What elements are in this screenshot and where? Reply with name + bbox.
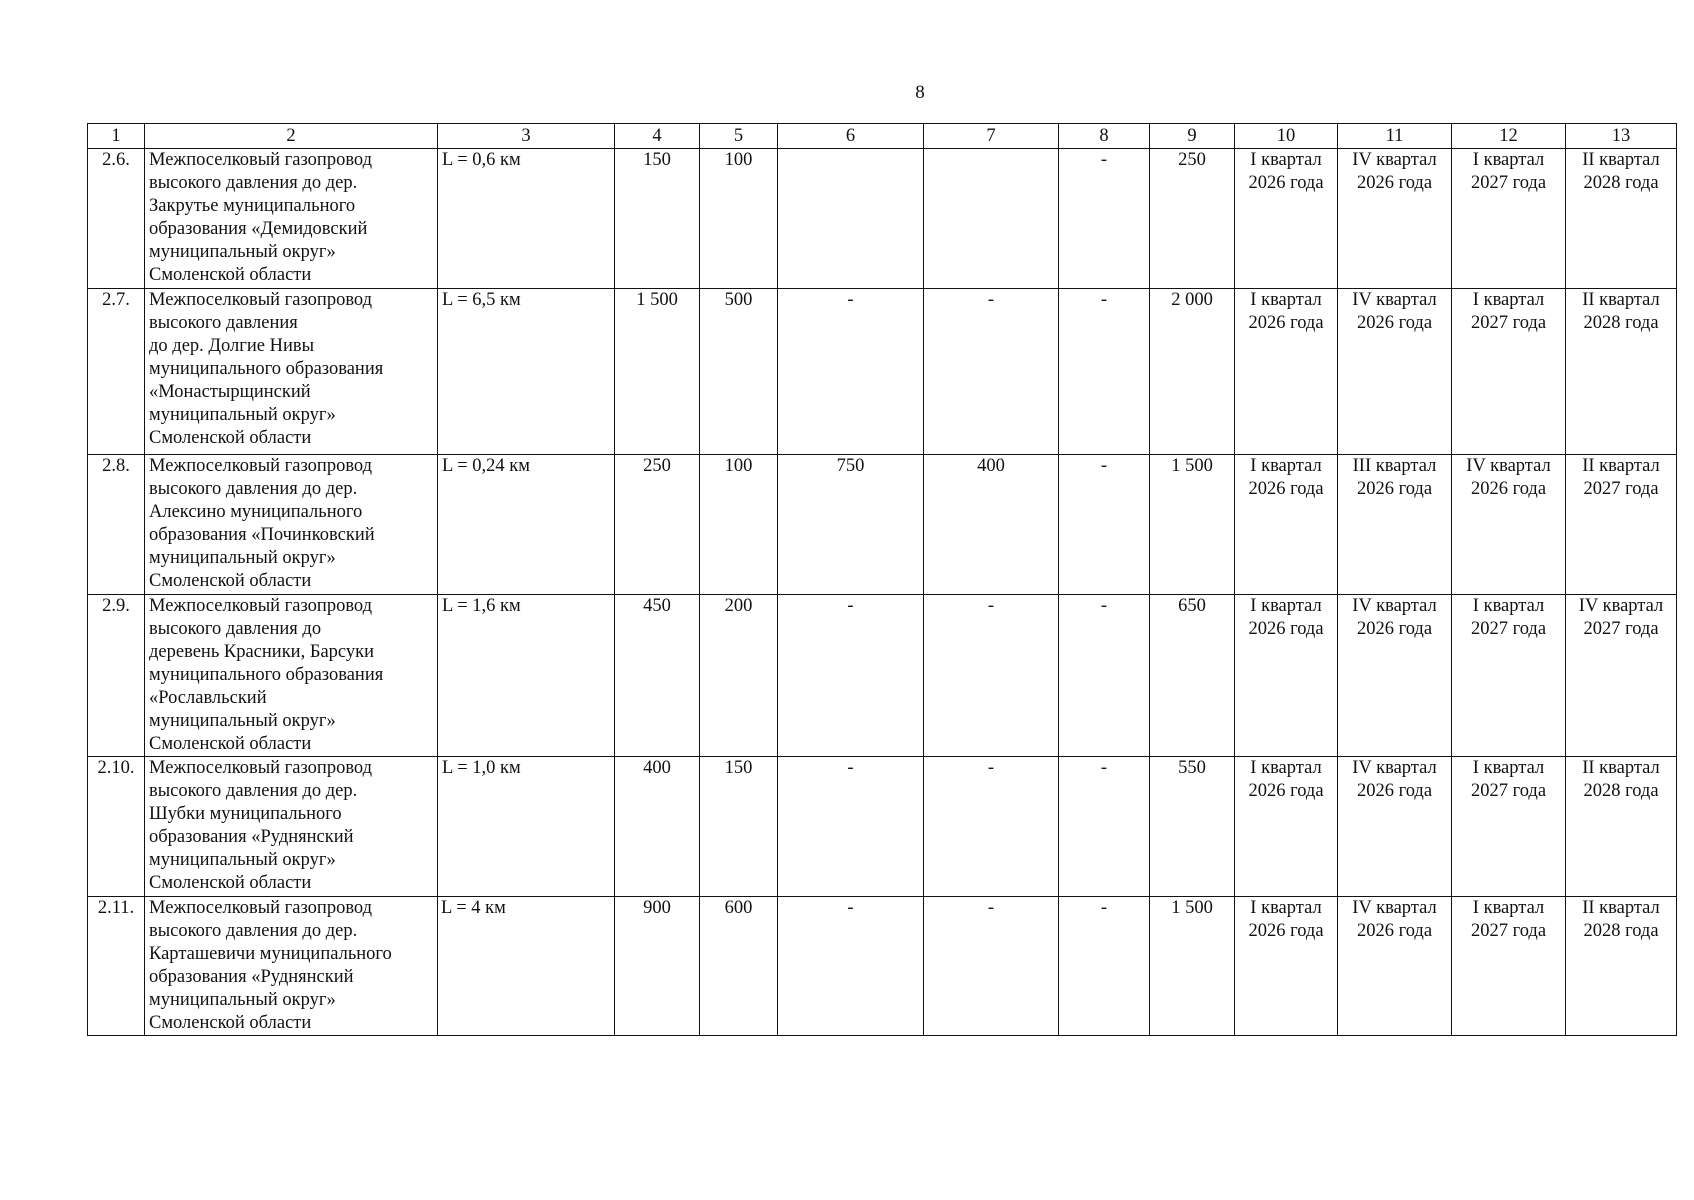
quarter-cell — [1452, 897, 1566, 1036]
quarter-year: 2026 года — [1356, 921, 1433, 941]
quarter-label: II квартал — [1582, 150, 1660, 170]
value-cell: - — [778, 289, 924, 455]
object-name-line: муниципальный округ» — [149, 242, 336, 262]
object-name-line: Межпоселковый газопровод — [149, 758, 373, 778]
value-cell: - — [1059, 757, 1150, 897]
quarter-label: IV квартал — [1352, 898, 1437, 918]
value-cell: 150 — [700, 757, 778, 897]
object-name-line: Межпоселковый газопровод — [149, 290, 373, 310]
object-name-line: Межпоселковый газопровод — [149, 596, 373, 616]
quarter-year: 2026 года — [1356, 479, 1433, 499]
object-name-line: Смоленской области — [149, 428, 312, 448]
quarter-year: 2027 года — [1470, 313, 1547, 333]
object-name-line: Алексино муниципального — [149, 502, 363, 522]
quarter-cell — [1452, 289, 1566, 455]
gas-pipeline-table — [87, 123, 1677, 1036]
quarter-year: 2026 года — [1356, 313, 1433, 333]
quarter-year: 2028 года — [1583, 313, 1659, 333]
quarter-label: I квартал — [1472, 596, 1545, 616]
row-number: 2.7. — [88, 289, 145, 455]
quarter-cell — [1235, 455, 1338, 595]
quarter-cell — [1566, 897, 1677, 1036]
column-header: 10 — [1235, 124, 1338, 149]
object-name-line: «Рославльский — [149, 688, 267, 708]
quarter-year: 2027 года — [1470, 619, 1547, 639]
table-row — [88, 455, 1677, 595]
object-name-line: Межпоселковый газопровод — [149, 456, 373, 476]
total-cell: 1 500 — [1150, 455, 1235, 595]
column-header: 2 — [145, 124, 438, 149]
column-header: 11 — [1338, 124, 1452, 149]
object-name-line: Закрутье муниципального — [149, 196, 356, 216]
value-cell: - — [778, 897, 924, 1036]
value-cell: 750 — [778, 455, 924, 595]
quarter-label: I квартал — [1472, 290, 1545, 310]
object-name-line: высокого давления до дер. — [149, 479, 358, 499]
value-cell: - — [778, 757, 924, 897]
quarter-cell — [1338, 455, 1452, 595]
table-row — [88, 595, 1677, 757]
quarter-cell — [1452, 757, 1566, 897]
quarter-year: 2028 года — [1583, 781, 1659, 801]
length-cell: L = 4 км — [438, 897, 615, 1036]
total-cell: 250 — [1150, 149, 1235, 289]
total-cell: 650 — [1150, 595, 1235, 757]
quarter-year: 2026 года — [1248, 921, 1324, 941]
value-cell: 500 — [700, 289, 778, 455]
quarter-label: I квартал — [1250, 596, 1322, 616]
column-header: 9 — [1150, 124, 1235, 149]
quarter-cell — [1452, 595, 1566, 757]
quarter-label: I квартал — [1250, 290, 1322, 310]
quarter-cell — [1338, 289, 1452, 455]
quarter-label: II квартал — [1582, 290, 1660, 310]
quarter-year: 2026 года — [1356, 781, 1433, 801]
value-cell: 250 — [615, 455, 700, 595]
quarter-cell — [1452, 455, 1566, 595]
quarter-cell — [1566, 289, 1677, 455]
object-name-line: высокого давления до дер. — [149, 173, 358, 193]
object-name-line: муниципальный округ» — [149, 548, 336, 568]
page-number: 8 — [915, 82, 925, 103]
object-name-line: до дер. Долгие Нивы — [149, 336, 315, 356]
quarter-label: I квартал — [1250, 456, 1322, 476]
value-cell: - — [924, 289, 1059, 455]
total-cell: 1 500 — [1150, 897, 1235, 1036]
quarter-year: 2026 года — [1248, 619, 1324, 639]
quarter-cell — [1235, 595, 1338, 757]
object-name-line: высокого давления до дер. — [149, 921, 358, 941]
object-name-line: образования «Руднянский — [149, 827, 354, 847]
quarter-cell — [1566, 757, 1677, 897]
table-row — [88, 757, 1677, 897]
value-cell: 100 — [700, 149, 778, 289]
quarter-cell — [1338, 897, 1452, 1036]
quarter-label: I квартал — [1250, 898, 1322, 918]
value-cell: - — [778, 595, 924, 757]
column-header: 8 — [1059, 124, 1150, 149]
quarter-label: IV квартал — [1352, 290, 1437, 310]
object-name-cell — [145, 595, 438, 757]
column-header: 5 — [700, 124, 778, 149]
object-name-line: Смоленской области — [149, 873, 312, 893]
quarter-cell — [1235, 757, 1338, 897]
object-name-line: Смоленской области — [149, 265, 312, 285]
table-row — [88, 897, 1677, 1036]
object-name-line: высокого давления — [149, 313, 298, 333]
quarter-year: 2026 года — [1248, 173, 1324, 193]
quarter-cell — [1566, 455, 1677, 595]
value-cell: 400 — [924, 455, 1059, 595]
value-cell: - — [1059, 455, 1150, 595]
quarter-year: 2027 года — [1470, 173, 1547, 193]
object-name-cell — [145, 757, 438, 897]
column-header: 1 — [88, 124, 145, 149]
quarter-label: II квартал — [1582, 758, 1660, 778]
quarter-year: 2026 года — [1470, 479, 1547, 499]
object-name-line: деревень Красники, Барсуки — [149, 642, 375, 662]
quarter-year: 2027 года — [1583, 479, 1659, 499]
row-number: 2.9. — [88, 595, 145, 757]
object-name-line: высокого давления до дер. — [149, 781, 358, 801]
quarter-label: IV квартал — [1466, 456, 1551, 476]
value-cell: - — [1059, 149, 1150, 289]
quarter-label: IV квартал — [1352, 150, 1437, 170]
quarter-label: I квартал — [1472, 150, 1545, 170]
object-name-cell — [145, 455, 438, 595]
object-name-line: Смоленской области — [149, 734, 312, 754]
value-cell — [924, 149, 1059, 289]
value-cell: 600 — [700, 897, 778, 1036]
column-header: 12 — [1452, 124, 1566, 149]
object-name-line: образования «Руднянский — [149, 967, 354, 987]
quarter-year: 2026 года — [1356, 619, 1433, 639]
object-name-line: муниципального образования — [149, 665, 384, 685]
quarter-cell — [1338, 757, 1452, 897]
quarter-year: 2026 года — [1248, 479, 1324, 499]
column-header: 3 — [438, 124, 615, 149]
object-name-line: Смоленской области — [149, 571, 312, 591]
quarter-year: 2028 года — [1583, 173, 1659, 193]
value-cell — [778, 149, 924, 289]
object-name-cell — [145, 897, 438, 1036]
quarter-cell — [1452, 149, 1566, 289]
object-name-line: муниципальный округ» — [149, 405, 336, 425]
quarter-label: I квартал — [1250, 758, 1322, 778]
total-cell: 2 000 — [1150, 289, 1235, 455]
object-name-line: образования «Починковский — [149, 525, 375, 545]
quarter-cell — [1235, 897, 1338, 1036]
quarter-year: 2027 года — [1470, 921, 1547, 941]
object-name-line: муниципальный округ» — [149, 711, 336, 731]
quarter-label: II квартал — [1582, 456, 1660, 476]
object-name-line: Карташевичи муниципального — [149, 944, 392, 964]
quarter-cell — [1566, 149, 1677, 289]
value-cell: - — [1059, 595, 1150, 757]
header-row — [88, 124, 1677, 149]
length-cell: L = 0,6 км — [438, 149, 615, 289]
quarter-label: III квартал — [1352, 456, 1437, 476]
value-cell: - — [924, 595, 1059, 757]
quarter-year: 2026 года — [1248, 313, 1324, 333]
quarter-label: II квартал — [1582, 898, 1660, 918]
column-header: 13 — [1566, 124, 1677, 149]
quarter-label: I квартал — [1250, 150, 1322, 170]
quarter-label: IV квартал — [1578, 596, 1664, 616]
row-number: 2.6. — [88, 149, 145, 289]
object-name-cell — [145, 149, 438, 289]
value-cell: - — [924, 757, 1059, 897]
quarter-cell — [1235, 289, 1338, 455]
quarter-year: 2028 года — [1583, 921, 1659, 941]
quarter-cell — [1338, 595, 1452, 757]
object-name-cell — [145, 289, 438, 455]
quarter-cell — [1566, 595, 1677, 757]
value-cell: - — [1059, 897, 1150, 1036]
object-name-line: высокого давления до — [149, 619, 322, 639]
value-cell: - — [924, 897, 1059, 1036]
quarter-year: 2026 года — [1248, 781, 1324, 801]
column-header: 4 — [615, 124, 700, 149]
value-cell: 400 — [615, 757, 700, 897]
value-cell: 200 — [700, 595, 778, 757]
object-name-line: муниципальный округ» — [149, 990, 336, 1010]
object-name-line: муниципального образования — [149, 359, 384, 379]
value-cell: 100 — [700, 455, 778, 595]
length-cell: L = 0,24 км — [438, 455, 615, 595]
quarter-cell — [1235, 149, 1338, 289]
table-row — [88, 149, 1677, 289]
value-cell: 450 — [615, 595, 700, 757]
quarter-year: 2027 года — [1583, 619, 1659, 639]
object-name-line: образования «Демидовский — [149, 219, 368, 239]
quarter-label: I квартал — [1472, 898, 1545, 918]
length-cell: L = 1,0 км — [438, 757, 615, 897]
length-cell: L = 6,5 км — [438, 289, 615, 455]
value-cell: 900 — [615, 897, 700, 1036]
quarter-cell — [1338, 149, 1452, 289]
row-number: 2.11. — [88, 897, 145, 1036]
column-header: 7 — [924, 124, 1059, 149]
quarter-label: IV квартал — [1352, 758, 1437, 778]
value-cell: 1 500 — [615, 289, 700, 455]
quarter-year: 2027 года — [1470, 781, 1547, 801]
quarter-label: I квартал — [1472, 758, 1545, 778]
value-cell: 150 — [615, 149, 700, 289]
value-cell: - — [1059, 289, 1150, 455]
object-name-line: «Монастырщинский — [149, 382, 311, 402]
object-name-line: Шубки муниципального — [149, 804, 342, 824]
quarter-label: IV квартал — [1352, 596, 1437, 616]
row-number: 2.10. — [88, 757, 145, 897]
object-name-line: Смоленской области — [149, 1013, 312, 1033]
length-cell: L = 1,6 км — [438, 595, 615, 757]
quarter-year: 2026 года — [1356, 173, 1433, 193]
object-name-line: Межпоселковый газопровод — [149, 898, 373, 918]
object-name-line: Межпоселковый газопровод — [149, 150, 373, 170]
total-cell: 550 — [1150, 757, 1235, 897]
object-name-line: муниципальный округ» — [149, 850, 336, 870]
table-row — [88, 289, 1677, 455]
row-number: 2.8. — [88, 455, 145, 595]
column-header: 6 — [778, 124, 924, 149]
